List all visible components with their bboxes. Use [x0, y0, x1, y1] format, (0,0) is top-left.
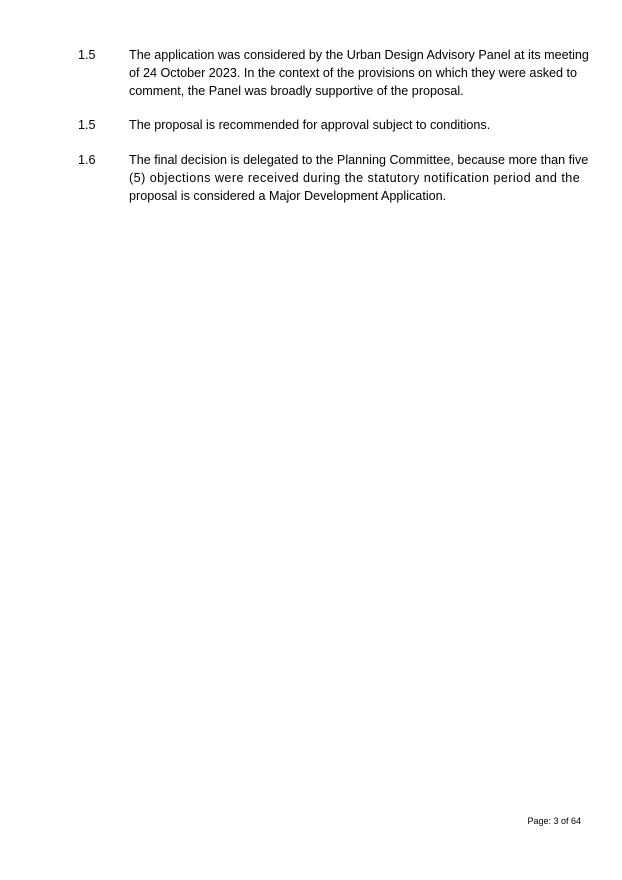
paragraph-line: The proposal is recommended for approval subject to conditions.	[129, 118, 491, 132]
paragraph-number: 1.6	[78, 153, 96, 167]
paragraph-line: The final decision is delegated to the Planning Committee, because more than five	[129, 153, 589, 167]
paragraph-line: comment, the Panel was broadly supportive of the proposal.	[129, 84, 464, 98]
paragraph-1-6-decision	[78, 151, 588, 205]
paragraph-line: proposal is considered a Major Development Application.	[129, 189, 447, 203]
paragraph-number: 1.5	[78, 48, 96, 62]
paragraph-line: of 24 October 2023. In the context of the provisions on which they were asked to	[129, 66, 578, 80]
paragraph-1-5-urban-design	[78, 46, 588, 100]
page-number-footer: Page: 3 of 64	[527, 816, 581, 826]
paragraph-text	[129, 151, 589, 205]
paragraph-text	[129, 46, 589, 100]
paragraph-line: (5) objections were received during the statutory notification period and the	[129, 171, 581, 185]
paragraph-1-5-recommendation	[78, 116, 588, 134]
paragraph-text	[129, 116, 586, 134]
paragraph-line: The application was considered by the Urban Design Advisory Panel at its meeting	[129, 48, 589, 62]
paragraph-number: 1.5	[78, 118, 96, 132]
